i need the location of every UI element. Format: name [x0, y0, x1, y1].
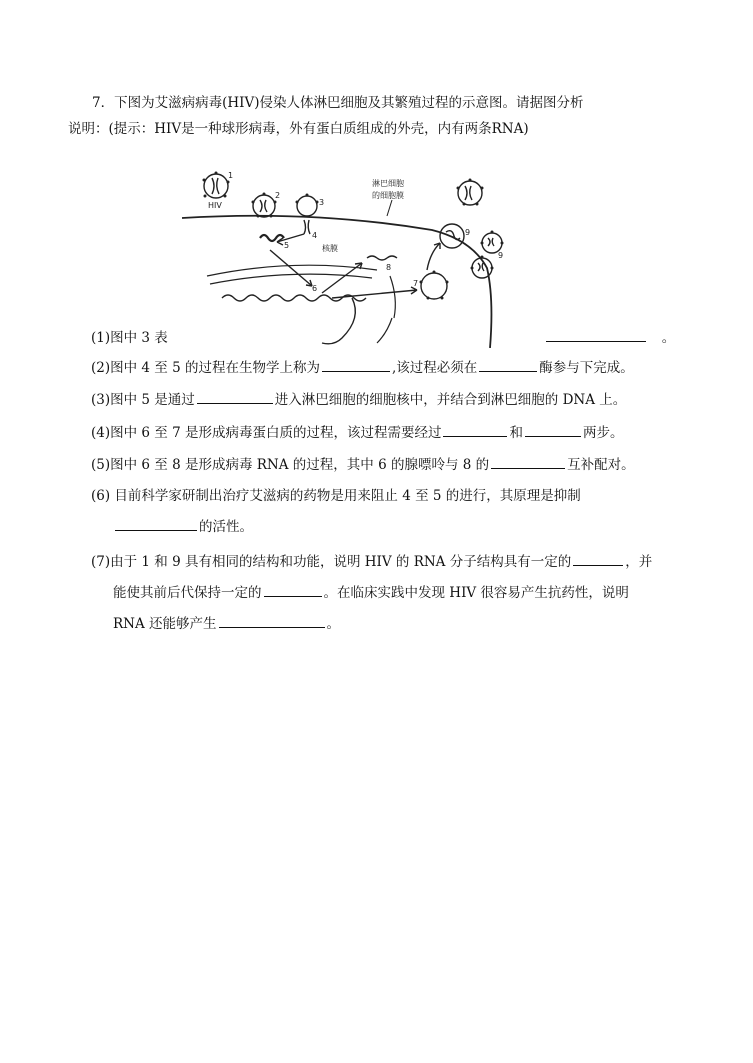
question-3: (3)图中 5 是通过 进入淋巴细胞的细胞核中，并结合到淋巴细胞的 DNA 上。 — [91, 389, 691, 410]
answer-blank-7a[interactable] — [573, 551, 623, 566]
label-5: 5 — [284, 241, 290, 250]
label-6: 6 — [312, 284, 318, 293]
virus-7 — [421, 273, 447, 299]
question-6: (6) 目前科学家研制出治疗艾滋病的药物是用来阻止 4 至 5 的进行，其原理是抑制 — [91, 488, 581, 504]
answer-blank-3[interactable] — [197, 389, 273, 404]
label-9a: 9 — [465, 228, 471, 237]
question-5: (5)图中 6 至 8 是形成病毒 RNA 的过程，其中 6 的腺嘌呤与 8 的 互补配对。 — [91, 454, 691, 475]
question-2: (2)图中 4 至 5 的过程在生物学上称为 ,该过程必须在 酶参与下完成。 — [91, 357, 691, 378]
label-2: 2 — [275, 191, 281, 200]
answer-blank-4b[interactable] — [525, 422, 581, 437]
virus-2 — [253, 195, 275, 217]
label-nuclear-membrane: 核膜 — [322, 244, 338, 253]
answer-blank-1[interactable] — [546, 327, 646, 342]
question-4: (4)图中 6 至 7 是形成病毒蛋白质的过程，该过程需要经过 和 两步。 — [91, 422, 691, 443]
answer-blank-7c[interactable] — [219, 613, 325, 628]
label-3: 3 — [319, 198, 325, 207]
label-8: 8 — [386, 263, 392, 272]
answer-blank-4a[interactable] — [443, 422, 507, 437]
question-7-line-3: RNA 还能够产生 。 — [113, 613, 340, 634]
answer-blank-5[interactable] — [491, 454, 565, 469]
label-membrane-1: 淋巴细胞 — [372, 179, 404, 188]
question-6-cont: 的活性。 — [113, 516, 253, 537]
label-hiv: HIV — [208, 201, 222, 210]
hiv-infection-diagram — [172, 158, 542, 348]
question-7: (7)由于 1 和 9 具有相同的结构和功能，说明 HIV 的 RNA 分子结构具有一定的 ，并 — [91, 551, 691, 572]
intro-line-2: 说明：(提示：HIV是一种球形病毒，外有蛋白质组成的外壳，内有两条RNA) — [68, 121, 529, 137]
virus-1 — [204, 174, 228, 198]
answer-blank-6[interactable] — [115, 516, 197, 531]
question-1: (1)图中 3 表 。 — [91, 327, 691, 348]
label-9b: 9 — [498, 251, 504, 260]
rna-8 — [367, 256, 397, 260]
question-7-line-2: 能使其前后代保持一定的 。在临床实践中发现 HIV 很容易产生抗药性，说明 — [113, 582, 629, 603]
label-membrane-2: 的细胞膜 — [372, 191, 404, 200]
answer-blank-2b[interactable] — [479, 357, 537, 372]
answer-blank-2a[interactable] — [322, 357, 390, 372]
host-dna-6 — [222, 295, 366, 301]
intro-line-1: 7．下图为艾滋病病毒(HIV)侵染人体淋巴细胞及其繁殖过程的示意图。请据图分析 — [92, 95, 584, 111]
virus-3 — [297, 196, 317, 216]
label-7: 7 — [413, 279, 419, 288]
label-1: 1 — [228, 171, 234, 180]
question-intro — [68, 90, 688, 142]
answer-blank-7b[interactable] — [264, 582, 322, 597]
label-4: 4 — [312, 231, 318, 240]
